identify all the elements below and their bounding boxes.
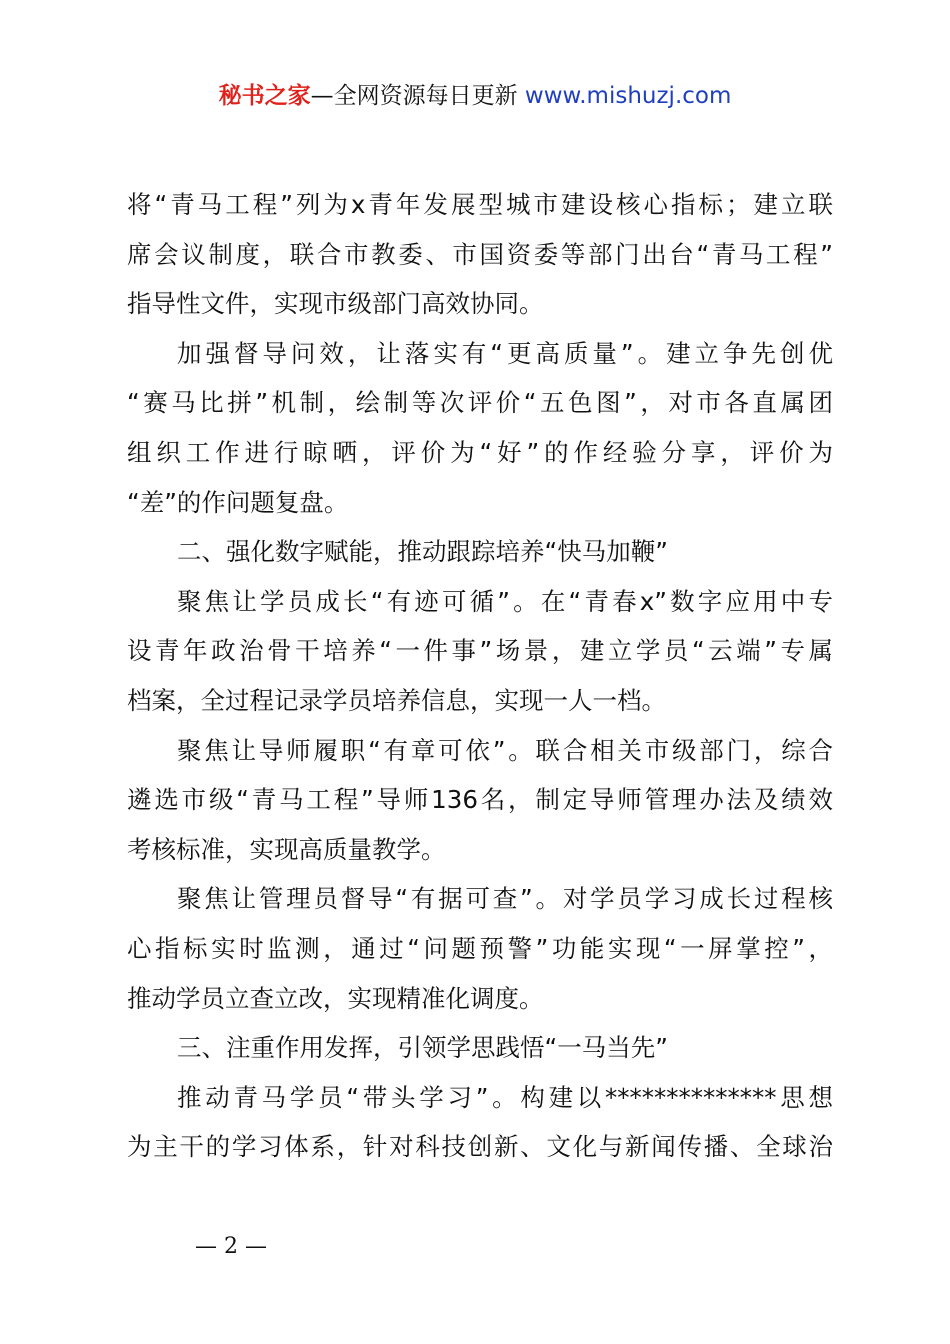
paragraph-start-line: 加强督导问效，让落实有“更高质量”。建立争先创优 xyxy=(177,338,833,368)
page-number: — 2 — xyxy=(195,1234,267,1259)
text-line: 指导性文件，实现市级部门高效协同。 xyxy=(127,289,544,319)
text-line: 遴选市级“青马工程”导师136名，制定导师管理办法及绩效 xyxy=(127,785,833,815)
site-url-link[interactable]: www.mishuzj.com xyxy=(524,83,732,109)
section-heading-2: 二、强化数字赋能，推动跟踪培养“快马加鞭” xyxy=(177,537,668,567)
header-slogan: —全网资源每日更新 xyxy=(310,83,518,109)
text-line: 将“青马工程”列为x青年发展型城市建设核心指标；建立联 xyxy=(127,190,833,219)
text-line: 席会议制度，联合市教委、市国资委等部门出台“青马工程” xyxy=(127,239,833,269)
section-heading-3: 三、注重作用发挥，引领学思践悟“一马当先” xyxy=(177,1033,668,1063)
text-line: “差”的作问题复盘。 xyxy=(127,487,349,517)
text-line: 档案，全过程记录学员培养信息，实现一人一档。 xyxy=(127,685,666,715)
text-line: 推动学员立查立改，实现精准化调度。 xyxy=(127,983,544,1013)
site-header xyxy=(0,80,950,112)
text-line: 心指标实时监测，通过“问题预警”功能实现“一屏掌控”， xyxy=(127,933,833,963)
paragraph-start-line: 聚焦让学员成长“有迹可循”。在“青春x”数字应用中专 xyxy=(177,586,833,616)
paragraph-start-line: 推动青马学员“带头学习”。构建以**************思想 xyxy=(177,1082,833,1112)
paragraph-start-line: 聚焦让导师履职“有章可依”。联合相关市级部门，综合 xyxy=(177,735,833,765)
text-line: “赛马比拼”机制，绘制等次评价“五色图”，对市各直属团 xyxy=(127,388,833,418)
document-body xyxy=(127,180,833,1172)
text-line: 为主干的学习体系，针对科技创新、文化与新闻传播、全球治 xyxy=(127,1132,833,1162)
paragraph-start-line: 聚焦让管理员督导“有据可查”。对学员学习成长过程核 xyxy=(177,884,833,914)
text-line: 考核标准，实现高质量教学。 xyxy=(127,834,446,864)
text-line: 设青年政治骨干培养“一件事”场景，建立学员“云端”专属 xyxy=(127,636,833,666)
text-line: 组织工作进行晾晒，评价为“好”的作经验分享，评价为 xyxy=(127,437,833,467)
brand-name: 秘书之家 xyxy=(218,83,311,109)
